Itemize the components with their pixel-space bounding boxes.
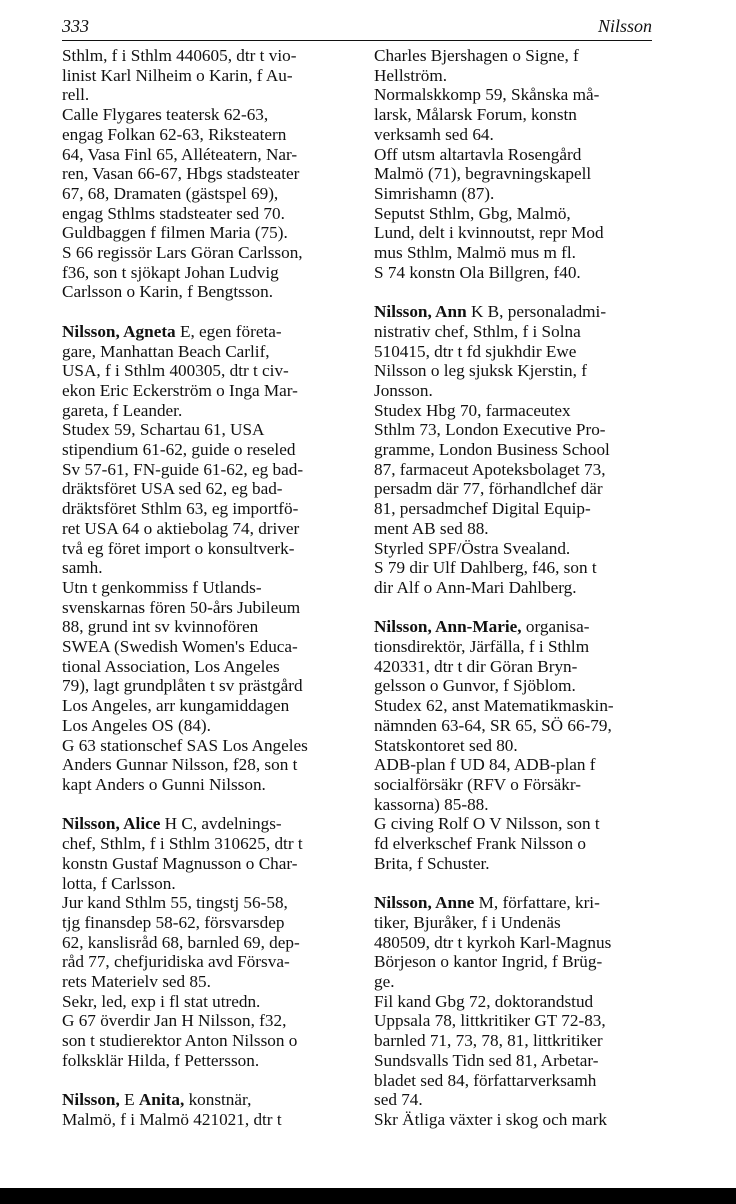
entry-text: gare, Manhattan Beach Carlif, (62, 341, 270, 361)
entry-text: M, författare, kri- (474, 893, 600, 913)
entry-text: Nilsson o leg sjuksk Kjerstin, f (374, 361, 587, 381)
text-line (62, 598, 348, 618)
text-line (62, 282, 348, 302)
entry-text: Off utsm altartavla Rosengård (374, 144, 582, 164)
text-line (374, 814, 660, 834)
entry-text: Carlsson o Karin, f Bengtsson. (62, 282, 274, 302)
text-line (374, 420, 660, 440)
entry-text: Börjeson o kantor Ingrid, f Brüg- (374, 952, 603, 972)
text-line (374, 164, 660, 184)
entry-text: Sekr, led, exp i fl stat utredn. (62, 991, 261, 1011)
entry-text: chef, Sthlm, f i Sthlm 310625, dtr t (62, 834, 303, 854)
entry-text: 79), lagt grundplåten t sv prästgård (62, 676, 303, 696)
text-line (62, 657, 348, 677)
entry-text: S 74 konstn Ola Billgren, f40. (374, 262, 581, 282)
entry-text: Seputst Sthlm, Gbg, Malmö, (374, 203, 571, 223)
biography-entry (62, 322, 348, 795)
entry-text: 480509, dtr t kyrkoh Karl-Magnus (374, 932, 612, 952)
text-line (62, 952, 348, 972)
entry-text: mus Sthlm, Malmö mus m fl. (374, 243, 576, 263)
entry-text: Calle Flygares teatersk 62-63, (62, 105, 269, 125)
entry-text: Sthlm, f i Sthlm 440605, dtr t vio- (62, 46, 297, 65)
text-line (62, 401, 348, 421)
text-line (374, 578, 660, 598)
text-line (62, 184, 348, 204)
text-line (62, 736, 348, 756)
entry-text: gelsson o Gunvor, f Sjöblom. (374, 676, 576, 696)
entry-text: 67, 68, Dramaten (gästspel 69), (62, 183, 279, 203)
entry-name: Nilsson, (62, 1090, 120, 1110)
text-line (62, 1090, 348, 1110)
entry-text: Malmö, f i Malmö 421021, dtr t (62, 1109, 282, 1129)
entry-text: persadm där 77, förhandlchef där (374, 479, 603, 499)
text-line (62, 992, 348, 1012)
entry-text: tional Association, Los Angeles (62, 656, 280, 676)
entry-name: Anita, (138, 1090, 185, 1110)
text-line (374, 893, 660, 913)
text-line (374, 105, 660, 125)
text-line (374, 913, 660, 933)
text-line (374, 1031, 660, 1051)
entry-text: två eg föret import o konsultverk- (62, 538, 295, 558)
right-column (374, 46, 660, 1149)
entry-text: Los Angeles, arr kungamiddagen (62, 696, 290, 716)
text-line (62, 46, 348, 66)
entry-text: dräktsföret USA sed 62, eg bad- (62, 479, 283, 499)
text-line (374, 184, 660, 204)
entry-text: Studex Hbg 70, farmaceutex (374, 400, 571, 420)
text-line (62, 893, 348, 913)
text-line (62, 243, 348, 263)
entry-name: Nilsson, Ann-Marie, (374, 617, 522, 637)
entry-text: f36, son t sjökapt Johan Ludvig (62, 262, 279, 282)
text-line (374, 736, 660, 756)
text-line (374, 617, 660, 637)
page-header (62, 14, 652, 40)
text-line (374, 342, 660, 362)
text-line (374, 834, 660, 854)
text-line (374, 972, 660, 992)
entry-text: Utn t genkommiss f Utlands- (62, 577, 262, 597)
text-line (62, 1031, 348, 1051)
entry-text: fd elverkschef Frank Nilsson o (374, 834, 586, 854)
entry-text: Uppsala 78, littkritiker GT 72-83, (374, 1011, 606, 1031)
text-line (62, 755, 348, 775)
text-line (374, 125, 660, 145)
entry-text: Anders Gunnar Nilsson, f28, son t (62, 755, 298, 775)
text-line (62, 105, 348, 125)
text-line (374, 558, 660, 578)
text-line (374, 85, 660, 105)
text-line (374, 223, 660, 243)
entry-text: nistrativ chef, Sthlm, f i Solna (374, 321, 581, 341)
entry-text: Sthlm 73, London Executive Pro- (374, 420, 606, 440)
text-line (62, 696, 348, 716)
entry-text: folksklär Hilda, f Pettersson. (62, 1050, 260, 1070)
entry-text: engag Sthlms stadsteater sed 70. (62, 203, 285, 223)
entry-text: socialförsäkr (RFV o Försäkr- (374, 774, 581, 794)
entry-text: rell. (62, 85, 90, 105)
entry-name: Nilsson, Ann (374, 302, 467, 322)
text-line (62, 854, 348, 874)
text-line (374, 1090, 660, 1110)
entry-text: kapt Anders o Gunni Nilsson. (62, 775, 266, 794)
entry-text: ekon Eric Eckerström o Inga Mar- (62, 380, 298, 400)
entry-text: 510415, dtr t fd sjukhdir Ewe (374, 341, 577, 361)
entry-text: konstn Gustaf Magnusson o Char- (62, 853, 298, 873)
entry-text: Skr Ätliga växter i skog och mark (374, 1109, 607, 1129)
text-line (62, 1110, 348, 1130)
text-line (62, 814, 348, 834)
entry-text: Statskontoret sed 80. (374, 735, 518, 755)
text-line (374, 755, 660, 775)
entry-text: Studex 62, anst Matematikmaskin- (374, 696, 614, 716)
text-line (374, 440, 660, 460)
text-line (62, 1051, 348, 1071)
entry-text: verksamh sed 64. (374, 124, 494, 144)
text-line (62, 440, 348, 460)
entry-text: råd 77, chefjuridiska avd Försva- (62, 952, 290, 972)
text-line (374, 716, 660, 736)
entry-text: tiker, Bjuråker, f i Undenäs (374, 912, 561, 932)
entry-text: 81, persadmchef Digital Equip- (374, 499, 591, 519)
entry-text: G civing Rolf O V Nilsson, son t (374, 814, 600, 834)
text-line (62, 204, 348, 224)
text-line (62, 381, 348, 401)
entry-text: Styrled SPF/Östra Svealand. (374, 538, 571, 558)
text-line (374, 381, 660, 401)
biography-entry (374, 46, 660, 282)
text-line (374, 1110, 660, 1130)
text-line (374, 322, 660, 342)
text-line (62, 460, 348, 480)
entry-text: organisa- (521, 617, 590, 637)
biography-entry (62, 46, 348, 302)
text-line (374, 519, 660, 539)
entry-text: ADB-plan f UD 84, ADB-plan f (374, 755, 596, 775)
text-line (374, 361, 660, 381)
text-line (62, 913, 348, 933)
text-line (62, 716, 348, 736)
entry-text: 420331, dtr t dir Göran Bryn- (374, 656, 578, 676)
entry-text: ret USA 64 o aktiebolag 74, driver (62, 518, 300, 538)
entry-text: Charles Bjershagen o Signe, f (374, 46, 579, 65)
text-line (374, 401, 660, 421)
entry-text: dräktsföret Sthlm 63, eg importfö- (62, 499, 299, 519)
entry-text: dir Alf o Ann-Mari Dahlberg. (374, 577, 577, 597)
text-line (62, 263, 348, 283)
text-line (62, 637, 348, 657)
running-head: Nilsson (597, 16, 652, 36)
entry-text: barnled 71, 73, 78, 81, littkritiker (374, 1031, 603, 1051)
text-line (374, 243, 660, 263)
entry-text: S 79 dir Ulf Dahlberg, f46, son t (374, 558, 597, 578)
left-column (62, 46, 348, 1149)
biography-entry (62, 1090, 348, 1129)
text-line (62, 125, 348, 145)
entry-text: Hellström. (374, 65, 448, 85)
text-line (62, 578, 348, 598)
text-line (62, 874, 348, 894)
entry-text: Sundsvalls Tidn sed 81, Arbetar- (374, 1050, 599, 1070)
text-line (62, 145, 348, 165)
entry-text: engag Folkan 62-63, Riksteatern (62, 124, 287, 144)
entry-text: Jur kand Sthlm 55, tingstj 56-58, (62, 893, 288, 913)
biography-entry (374, 302, 660, 598)
entry-text: S 66 regissör Lars Göran Carlsson, (62, 243, 303, 263)
entry-name: Nilsson, Anne (374, 893, 475, 913)
text-line (62, 539, 348, 559)
text-line (374, 952, 660, 972)
entry-text: Normalskkomp 59, Skånska må- (374, 85, 600, 105)
text-line (374, 933, 660, 953)
text-line (62, 834, 348, 854)
text-line (374, 145, 660, 165)
text-line (62, 558, 348, 578)
text-line (374, 539, 660, 559)
entry-text: rets Materielv sed 85. (62, 972, 211, 992)
text-line (62, 519, 348, 539)
entry-name: Nilsson, Agneta (62, 321, 176, 341)
text-line (374, 66, 660, 86)
text-line (62, 617, 348, 637)
entry-text: kassorna) 85-88. (374, 794, 489, 814)
text-line (374, 460, 660, 480)
entry-text: stipendium 61-62, guide o reseled (62, 440, 296, 460)
page-number: 333 (62, 16, 89, 36)
entry-text: ren, Vasan 66-67, Hbgs stadsteater (62, 164, 300, 184)
entry-text: gramme, London Business School (374, 440, 610, 460)
text-line (374, 263, 660, 283)
text-line (62, 1011, 348, 1031)
text-line (62, 775, 348, 795)
text-line (62, 479, 348, 499)
biography-entry (62, 814, 348, 1070)
biography-entry (374, 893, 660, 1129)
text-line (62, 676, 348, 696)
entry-text: konstnär, (184, 1090, 252, 1110)
entry-text: Los Angeles OS (84). (62, 715, 211, 735)
entry-text: ge. (374, 972, 395, 991)
entry-text: gareta, f Leander. (62, 400, 183, 420)
text-line (374, 1051, 660, 1071)
text-line (374, 854, 660, 874)
text-line (62, 933, 348, 953)
entry-text: G 63 stationschef SAS Los Angeles (62, 735, 308, 755)
entry-text: son t studierektor Anton Nilsson o (62, 1031, 298, 1051)
entry-text: H C, avdelnings- (160, 814, 282, 834)
text-line (62, 164, 348, 184)
text-line (374, 302, 660, 322)
entry-text: samh. (62, 558, 103, 578)
entry-text: lotta, f Carlsson. (62, 873, 176, 893)
text-line (62, 66, 348, 86)
text-line (374, 795, 660, 815)
entry-name: Nilsson, Alice (62, 814, 161, 834)
entry-text: E (119, 1090, 139, 1110)
text-line (62, 85, 348, 105)
text-line (374, 1071, 660, 1091)
entry-text: 64, Vasa Finl 65, Alléteatern, Nar- (62, 144, 298, 164)
text-line (374, 657, 660, 677)
entry-text: Fil kand Gbg 72, doktorandstud (374, 991, 594, 1011)
text-line (374, 479, 660, 499)
entry-text: sed 74. (374, 1090, 423, 1110)
text-line (62, 499, 348, 519)
entry-text: svenskarnas fören 50-års Jubileum (62, 597, 301, 617)
entry-text: E, egen företa- (175, 321, 282, 341)
entry-text: Brita, f Schuster. (374, 853, 490, 873)
text-line (374, 46, 660, 66)
text-line (374, 499, 660, 519)
entry-text: USA, f i Sthlm 400305, dtr t civ- (62, 361, 289, 381)
text-line (62, 972, 348, 992)
entry-text: Jonsson. (374, 380, 433, 400)
header-rule (62, 40, 652, 41)
entry-text: 88, grund int sv kvinnofören (62, 617, 259, 637)
biography-entry (374, 617, 660, 873)
entry-text: 87, farmaceut Apoteksbolaget 73, (374, 459, 606, 479)
entry-text: tionsdirektör, Järfälla, f i Sthlm (374, 637, 590, 657)
entry-text: Studex 59, Schartau 61, USA (62, 420, 265, 440)
entry-text: Lund, delt i kvinnoutst, repr Mod (374, 223, 604, 243)
entry-text: tjg finansdep 58-62, försvarsdep (62, 912, 285, 932)
text-line (374, 775, 660, 795)
text-line (374, 204, 660, 224)
text-line (62, 223, 348, 243)
text-line (374, 696, 660, 716)
text-line (374, 1011, 660, 1031)
text-line (374, 676, 660, 696)
text-line (62, 420, 348, 440)
entry-text: Guldbaggen f filmen Maria (75). (62, 223, 288, 243)
entry-text: Simrishamn (87). (374, 183, 495, 203)
entry-text: G 67 överdir Jan H Nilsson, f32, (62, 1011, 287, 1031)
text-line (62, 342, 348, 362)
entry-text: Malmö (71), begravningskapell (374, 164, 592, 184)
entry-text: K B, personaladmi- (466, 302, 607, 322)
entry-text: SWEA (Swedish Women's Educa- (62, 637, 298, 657)
text-line (374, 637, 660, 657)
entry-text: nämnden 63-64, SR 65, SÖ 66-79, (374, 715, 612, 735)
entry-text: linist Karl Nilheim o Karin, f Au- (62, 65, 293, 85)
text-line (62, 322, 348, 342)
entry-text: 62, kanslisråd 68, barnled 69, dep- (62, 932, 300, 952)
text-line (374, 992, 660, 1012)
text-line (62, 361, 348, 381)
entry-text: larsk, Målarsk Forum, konstn (374, 105, 577, 125)
scan-edge-bar (0, 1188, 736, 1204)
entry-text: ment AB sed 88. (374, 518, 489, 538)
entry-text: bladet sed 84, författarverksamh (374, 1070, 597, 1090)
entry-text: Sv 57-61, FN-guide 61-62, eg bad- (62, 459, 304, 479)
